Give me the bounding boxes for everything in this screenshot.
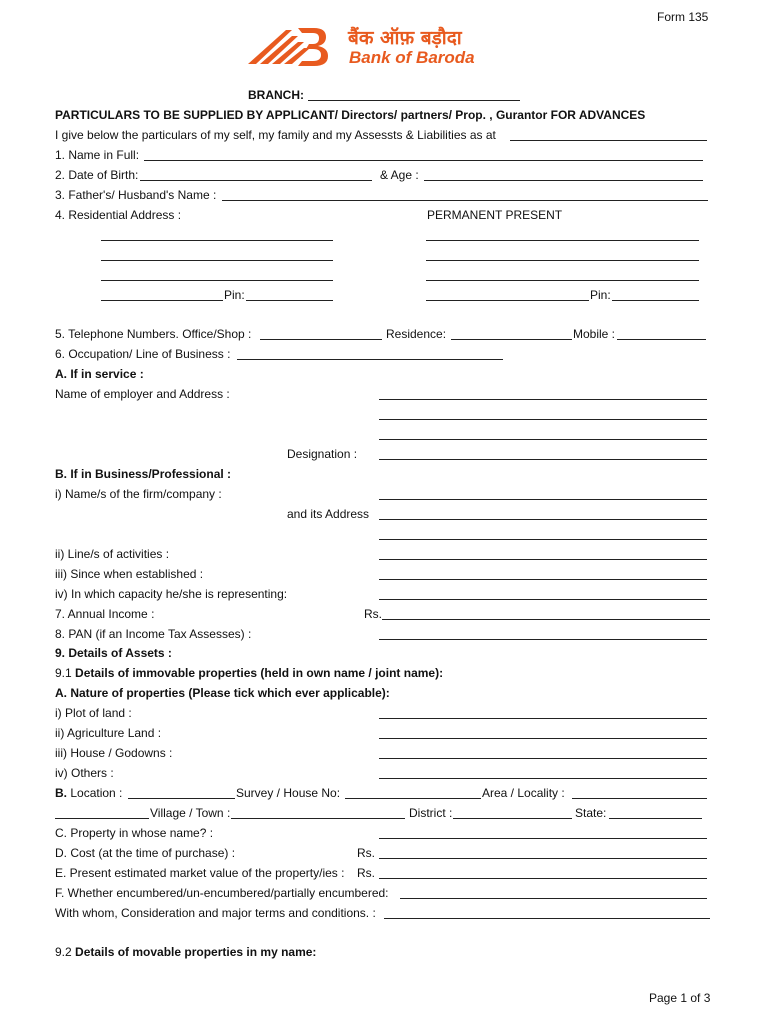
- mobile-label: Mobile :: [573, 327, 616, 341]
- area-label: Area / Locality :: [482, 786, 565, 800]
- location-field[interactable]: [128, 798, 235, 799]
- tel-field[interactable]: [260, 339, 382, 340]
- permanent-present-label: PERMANENT PRESENT: [427, 208, 563, 222]
- activities-label: ii) Line/s of activities :: [55, 547, 170, 561]
- village-field[interactable]: [231, 818, 405, 819]
- name-label: 1. Name in Full:: [55, 148, 140, 162]
- address2-line-2[interactable]: [426, 260, 699, 261]
- movable-number: 9.2: [55, 945, 72, 959]
- survey-label: Survey / House No:: [236, 786, 341, 800]
- pin2-label: Pin:: [590, 288, 611, 302]
- area-field[interactable]: [572, 798, 707, 799]
- firm-address-line-2[interactable]: [379, 539, 707, 540]
- capacity-field[interactable]: [379, 599, 707, 600]
- age-label: & Age :: [380, 168, 419, 182]
- since-label: iii) Since when established :: [55, 567, 204, 581]
- whose-field[interactable]: [379, 838, 707, 839]
- house-field[interactable]: [379, 758, 707, 759]
- village-prefix-field[interactable]: [55, 818, 149, 819]
- location-label: Location :: [70, 786, 123, 800]
- address-line-4[interactable]: [101, 300, 223, 301]
- employer-line-3[interactable]: [379, 439, 707, 440]
- mobile-field[interactable]: [617, 339, 706, 340]
- employer-label: Name of employer and Address :: [55, 387, 230, 401]
- address-line-3[interactable]: [101, 280, 333, 281]
- others-field[interactable]: [379, 778, 707, 779]
- father-field[interactable]: [222, 200, 708, 201]
- address-line-2[interactable]: [101, 260, 333, 261]
- branch-field[interactable]: [308, 100, 520, 101]
- others-label: iv) Others :: [55, 766, 114, 780]
- employer-line-1[interactable]: [379, 399, 707, 400]
- encumbered-field[interactable]: [400, 898, 707, 899]
- immovable-title: Details of immovable properties (held in own name / joint name):: [75, 666, 444, 680]
- address2-line-3[interactable]: [426, 280, 699, 281]
- bank-name-english: Bank of Baroda: [349, 48, 475, 67]
- whom-label: With whom, Consideration and major terms and conditions. :: [55, 906, 376, 920]
- father-label: 3. Father's/ Husband's Name :: [55, 188, 217, 202]
- movable-title: Details of movable properties in my name:: [75, 945, 317, 959]
- immovable-heading: [55, 666, 443, 680]
- name-field[interactable]: [144, 160, 703, 161]
- activities-field[interactable]: [379, 559, 707, 560]
- address-label: 4. Residential Address :: [55, 208, 182, 222]
- form-number: Form 135: [657, 10, 709, 24]
- occupation-label: 6. Occupation/ Line of Business :: [55, 347, 231, 361]
- cost-rs-label: Rs.: [357, 846, 375, 860]
- income-rs-label: Rs.: [364, 607, 382, 621]
- market-rs-label: Rs.: [357, 866, 375, 880]
- bank-logo-icon: [246, 26, 330, 68]
- as-at-date-field[interactable]: [510, 140, 707, 141]
- dob-label: 2. Date of Birth:: [55, 168, 139, 182]
- village-label: Village / Town :: [150, 806, 231, 820]
- plot-field[interactable]: [379, 718, 707, 719]
- district-label: District :: [409, 806, 453, 820]
- pin-field[interactable]: [246, 300, 333, 301]
- state-label: State:: [575, 806, 607, 820]
- agri-field[interactable]: [379, 738, 707, 739]
- residence-field[interactable]: [451, 339, 572, 340]
- agri-label: ii) Agriculture Land :: [55, 726, 162, 740]
- firm-field[interactable]: [379, 499, 707, 500]
- firm-label: i) Name/s of the firm/company :: [55, 487, 222, 501]
- dob-field[interactable]: [140, 180, 372, 181]
- pan-field[interactable]: [379, 639, 707, 640]
- income-field[interactable]: [382, 619, 710, 620]
- service-heading: A. If in service :: [55, 367, 144, 381]
- pin2-field[interactable]: [612, 300, 699, 301]
- whose-label: C. Property in whose name? :: [55, 826, 214, 840]
- cost-label: D. Cost (at the time of purchase) :: [55, 846, 236, 860]
- tel-label: 5. Telephone Numbers. Office/Shop :: [55, 327, 252, 341]
- bank-name-hindi: बैंक ऑफ़ बड़ौदा: [348, 27, 462, 49]
- address2-line-4[interactable]: [426, 300, 589, 301]
- business-heading: B. If in Business/Professional :: [55, 467, 232, 481]
- occupation-field[interactable]: [237, 359, 503, 360]
- location-row: [55, 786, 122, 800]
- firm-address-label: and its Address: [287, 507, 370, 521]
- firm-address-line-1[interactable]: [379, 519, 707, 520]
- branch-label: BRANCH:: [248, 88, 304, 102]
- age-field[interactable]: [424, 180, 703, 181]
- income-label: 7. Annual Income :: [55, 607, 155, 621]
- state-field[interactable]: [609, 818, 702, 819]
- encumbered-label: F. Whether encumbered/un-encumbered/partially encumbered:: [55, 886, 389, 900]
- movable-heading: [55, 945, 316, 959]
- plot-label: i) Plot of land :: [55, 706, 132, 720]
- residence-label: Residence:: [386, 327, 447, 341]
- district-field[interactable]: [453, 818, 572, 819]
- intro-text: I give below the particulars of my self, my family and my Assessts & Liabilities as at: [55, 128, 496, 142]
- immovable-number: 9.1: [55, 666, 72, 680]
- b-label: B.: [55, 786, 67, 800]
- capacity-label: iv) In which capacity he/she is representing:: [55, 587, 288, 601]
- pan-label: 8. PAN (if an Income Tax Assesses) :: [55, 627, 252, 641]
- form-heading: PARTICULARS TO BE SUPPLIED BY APPLICANT/ Directors/ partners/ Prop. , Gurantor FOR ADVANCES: [55, 108, 646, 122]
- pin-label: Pin:: [224, 288, 245, 302]
- since-field[interactable]: [379, 579, 707, 580]
- cost-field[interactable]: [379, 858, 707, 859]
- house-label: iii) House / Godowns :: [55, 746, 173, 760]
- market-label: E. Present estimated market value of the property/ies :: [55, 866, 345, 880]
- designation-field[interactable]: [379, 459, 707, 460]
- whom-field[interactable]: [384, 918, 710, 919]
- designation-label: Designation :: [287, 447, 358, 461]
- address-line-1[interactable]: [101, 240, 333, 241]
- employer-line-2[interactable]: [379, 419, 707, 420]
- survey-field[interactable]: [345, 798, 481, 799]
- address2-line-1[interactable]: [426, 240, 699, 241]
- nature-heading: A. Nature of properties (Please tick which ever applicable):: [55, 686, 390, 700]
- assets-heading: 9. Details of Assets :: [55, 646, 172, 660]
- market-field[interactable]: [379, 878, 707, 879]
- page-number: Page 1 of 3: [649, 991, 711, 1005]
